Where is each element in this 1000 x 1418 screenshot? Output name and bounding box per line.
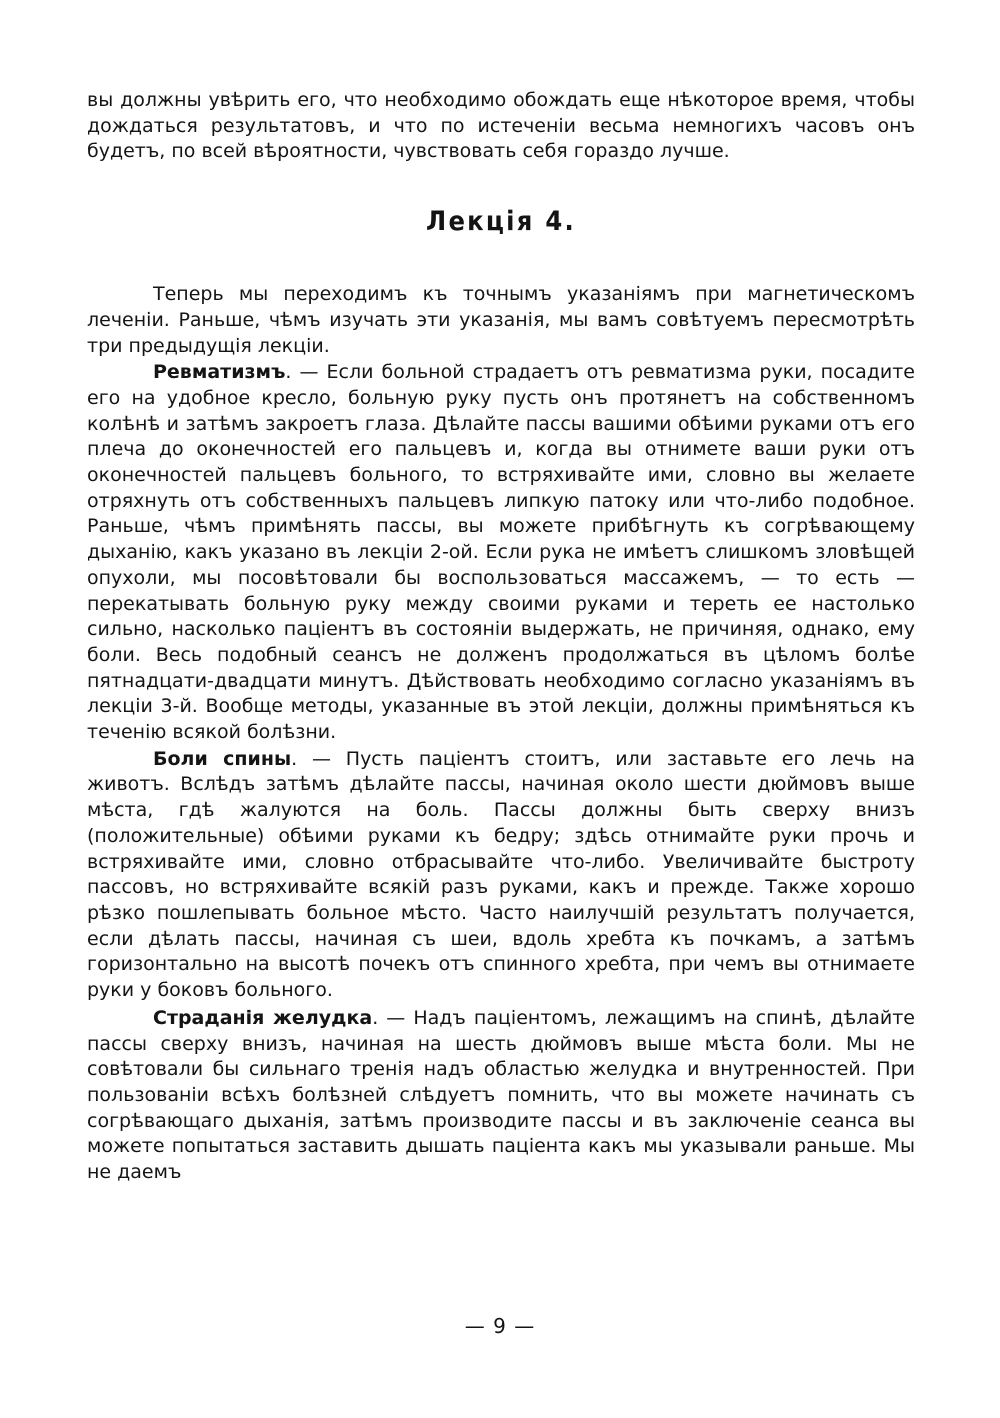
lecture-intro-paragraph: Теперь мы переходимъ къ точнымъ указаніямъ при магнетическомъ леченіи. Раньше, чѣмъ изучать эти указанія, мы вамъ совѣтуемъ пересмотрѣть три предыдущія лекціи.	[87, 283, 915, 357]
lecture-heading: Лекція 4.	[426, 206, 576, 238]
page-content	[87, 88, 915, 1186]
intro-paragraph: вы должны увѣрить его, что необходимо обождать еще нѣкоторое время, чтобы дождаться результатовъ, и что по истеченіи весьма немногихъ часовъ онъ будетъ, по всей вѣроятности, чувствовать себя гораздо лучше.	[87, 89, 915, 163]
rheumatism-text: . — Если больной страдаетъ отъ ревматизма руки, посадите его на удобное кресло, больную руку пусть онъ протянетъ на собственномъ колѣнѣ и затѣмъ закроетъ глаза. Дѣлайте пассы вашими обѣими руками отъ его плеча до оконечностей его пальцевъ и, когда вы отнимете ваши руки отъ оконечностей пальцевъ больного, то встряхивайте ими, словно вы желаете отряхнуть отъ собственныхъ пальцевъ липкую патоку или что-либо подобное. Раньше, чѣмъ примѣнять пассы, вы можете прибѣгнуть къ согрѣвающему дыханію, какъ указано въ лекціи 2-ой. Если рука не имѣетъ слишкомъ зловѣщей опухоли, мы посовѣтовали бы воспользоваться массажемъ, — то есть — перекатывать больную руку между своими руками и тереть ее настолько сильно, насколько паціентъ въ состояніи выдержать, не причиняя, однако, ему боли. Весь подобный сеансъ не долженъ продолжаться въ цѣломъ болѣе пятнадцати-двадцати минутъ. Дѣйствовать необходимо согласно указаніямъ въ лекціи 3-й. Вообще методы, указанные въ этой лекціи, должны примѣняться къ теченію всякой болѣзни.	[87, 361, 915, 744]
rheumatism-term: Ревматизмъ	[153, 361, 286, 384]
back-pain-text: . — Пусть паціентъ стоитъ, или заставьте его лечь на животъ. Вслѣдъ затѣмъ дѣлайте пассы, начиная около шести дюймовъ выше мѣста, гдѣ жалуются на боль. Пассы должны быть сверху внизъ (положительные) обѣими руками къ бедру; здѣсь отнимайте руки прочь и встряхивайте ими, словно отбрасывайте что-либо. Увеличивайте быстроту пассовъ, но встряхивайте всякій разъ руками, какъ и прежде. Также хорошо рѣзко пошлепывать больное мѣсто. Часто наилучшій результатъ получается, если дѣлать пассы, начиная съ шеи, вдоль хребта къ почкамъ, а затѣмъ горизонтально на высотѣ почекъ отъ спинного хребта, при чемъ вы отнимаете руки у боковъ больного.	[87, 747, 915, 1002]
back-pain-term: Боли спины	[153, 747, 292, 770]
stomach-term: Страданія желудка	[153, 1006, 373, 1029]
page-number: — 9 —	[464, 1314, 536, 1338]
rheumatism-paragraph	[87, 360, 915, 746]
stomach-paragraph	[87, 1006, 915, 1186]
back-pain-paragraph	[87, 747, 915, 1004]
stomach-text: . — Надъ паціентомъ, лежащимъ на спинѣ, дѣлайте пассы сверху внизъ, начиная на шесть дюймовъ выше мѣста боли. Мы не совѣтовали бы сильнаго тренія надъ областью желудка и внутренностей. При пользованіи всѣхъ болѣзней слѣдуетъ помнить, что вы можете начинать съ согрѣвающаго дыханія, затѣмъ производите пассы и въ заключеніе сеанса вы можете попытаться заставить дышать паціента какъ мы указывали раньше. Мы не даемъ	[87, 1006, 915, 1184]
